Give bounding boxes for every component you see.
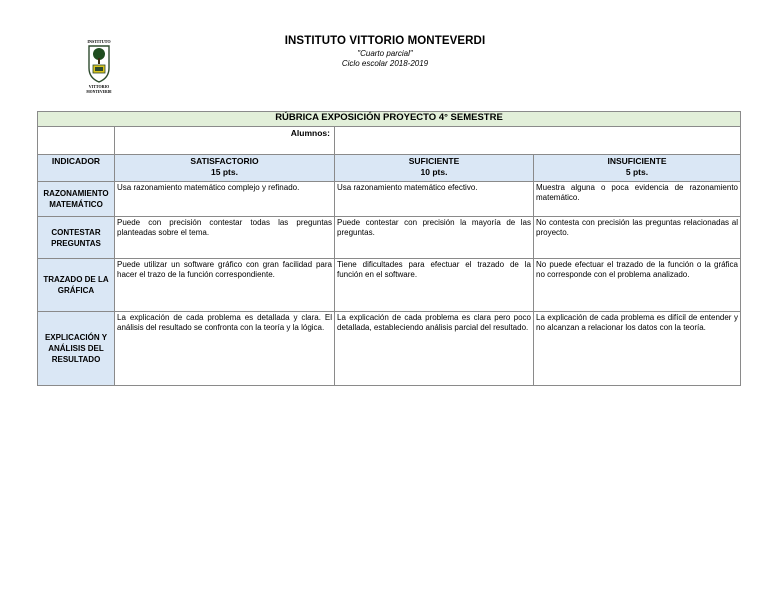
header-indicador: INDICADOR [38, 155, 115, 182]
table-row [38, 217, 741, 259]
satisfactorio-cell: Puede con precisión contestar todas las preguntas planteadas sobre el tema. [115, 217, 335, 259]
document-header [230, 34, 540, 69]
satisfactorio-cell: La explicación de cada problema es detallada y clara. El análisis del resultado se confronta con la teoría y la lógica. [115, 312, 335, 386]
table-row [38, 312, 741, 386]
indicator-cell: TRAZADO DE LA GRÁFICA [38, 259, 115, 312]
points-insuficiente: 5 pts. [625, 167, 649, 177]
logo-bottom-text-2: MONTEVERDI [86, 90, 112, 94]
indicator-cell: RAZONAMIENTO MATEMÁTICO [38, 182, 115, 217]
rubric-title-row [38, 112, 741, 127]
students-spacer [38, 127, 115, 155]
school-year-label: Ciclo escolar 2018-2019 [341, 59, 429, 68]
suficiente-cell: Usa razonamiento matemático efectivo. [335, 182, 534, 217]
table-row [38, 259, 741, 312]
logo-bottom-text-1: VITTORIO [88, 84, 110, 89]
table-row [38, 182, 741, 217]
indicator-cell: EXPLICACIÓN Y ANÁLISIS DEL RESULTADO [38, 312, 115, 386]
satisfactorio-cell: Usa razonamiento matemático complejo y refinado. [115, 182, 335, 217]
points-satisfactorio: 15 pts. [211, 167, 238, 177]
rubric-header-row [38, 155, 741, 182]
school-logo [80, 38, 118, 94]
header-insuficiente: INSUFICIENTE 5 pts. [534, 155, 741, 182]
insuficiente-cell: La explicación de cada problema es difícil de entender y no alcanzan a relacionar los datos con la teoría. [534, 312, 741, 386]
logo-top-text: INSTITUTO [87, 39, 111, 44]
rubric-title: RÚBRICA EXPOSICIÓN PROYECTO 4° SEMESTRE [38, 112, 741, 127]
satisfactorio-cell: Puede utilizar un software gráfico con gran facilidad para hacer el trazo de la función correspondiente. [115, 259, 335, 312]
points-suficiente: 10 pts. [420, 167, 448, 177]
school-crest-icon [80, 38, 118, 94]
header-satisfactorio: SATISFACTORIO 15 pts. [115, 155, 335, 182]
insuficiente-cell: Muestra alguna o poca evidencia de razonamiento matemático. [534, 182, 741, 217]
suficiente-cell: La explicación de cada problema es clara pero poco detallada, estableciendo análisis parcial del resultado. [335, 312, 534, 386]
students-label: Alumnos: [115, 127, 335, 155]
students-field[interactable] [335, 127, 741, 155]
header-suficiente: SUFICIENTE 10 pts. [335, 155, 534, 182]
term-label: "Cuarto parcial" [357, 49, 413, 58]
insuficiente-cell: No contesta con precisión las preguntas relacionadas al proyecto. [534, 217, 741, 259]
indicator-cell: CONTESTAR PREGUNTAS [38, 217, 115, 259]
rubric-table [37, 111, 741, 386]
institution-name: INSTITUTO VITTORIO MONTEVERDI [284, 35, 486, 47]
suficiente-cell: Puede contestar con precisión la mayoría de las preguntas. [335, 217, 534, 259]
students-row [38, 127, 741, 155]
suficiente-cell: Tiene dificultades para efectuar el trazado de la función en el software. [335, 259, 534, 312]
insuficiente-cell: No puede efectuar el trazado de la función o la gráfica no corresponde con el problema analizado. [534, 259, 741, 312]
